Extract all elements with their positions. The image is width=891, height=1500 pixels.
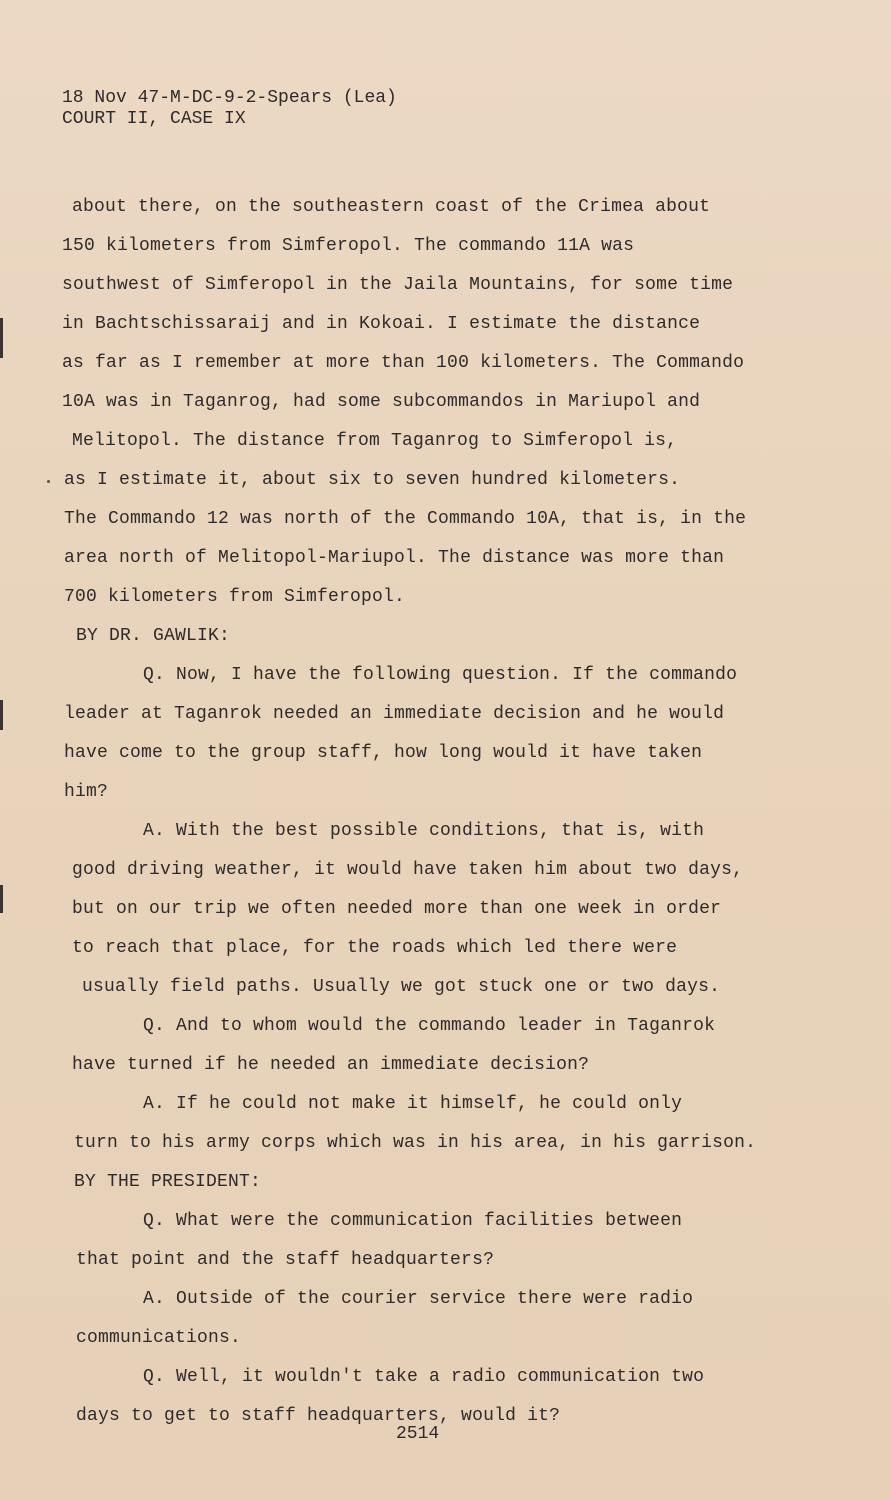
- page-number: 2514: [396, 1424, 440, 1444]
- margin-mark: [47, 480, 50, 483]
- transcript-line: 10A was in Taganrog, had some subcommandos in Mariupol and: [62, 392, 701, 412]
- transcript-line: as far as I remember at more than 100 kilometers. The Commando: [62, 353, 745, 373]
- answer-line: A. With the best possible conditions, that is, with: [143, 821, 705, 841]
- header-reference-line: 18 Nov 47-M-DC-9-2-Spears (Lea): [62, 88, 397, 108]
- header-court-line: COURT II, CASE IX: [62, 109, 246, 129]
- transcript-line: have turned if he needed an immediate decision?: [72, 1055, 590, 1075]
- transcript-line: as I estimate it, about six to seven hundred kilometers.: [64, 470, 681, 490]
- answer-line: A. Outside of the courier service there were radio: [143, 1289, 694, 1309]
- edge-binding-mark: [0, 885, 3, 913]
- transcript-line: communications.: [76, 1328, 242, 1348]
- question-line: Q. Now, I have the following question. If the commando: [143, 665, 738, 685]
- transcript-line: turn to his army corps which was in his area, in his garrison.: [74, 1133, 757, 1153]
- transcript-line: Melitopol. The distance from Taganrog to Simferopol is,: [72, 431, 678, 451]
- transcript-line: leader at Taganrok needed an immediate decision and he would: [64, 704, 725, 724]
- answer-line: A. If he could not make it himself, he could only: [143, 1094, 683, 1114]
- transcript-line: good driving weather, it would have taken him about two days,: [72, 860, 744, 880]
- transcript-line: 150 kilometers from Simferopol. The commando 11A was: [62, 236, 635, 256]
- transcript-line: area north of Melitopol-Mariupol. The distance was more than: [64, 548, 725, 568]
- transcript-line: to reach that place, for the roads which led there were: [72, 938, 678, 958]
- transcript-line: have come to the group staff, how long would it have taken: [64, 743, 703, 763]
- edge-binding-mark: [0, 318, 3, 358]
- question-line: Q. Well, it wouldn't take a radio communication two: [143, 1367, 705, 1387]
- document-header: [62, 88, 397, 130]
- transcript-line: usually field paths. Usually we got stuck one or two days.: [82, 977, 721, 997]
- transcript-line: southwest of Simferopol in the Jaila Mountains, for some time: [62, 275, 734, 295]
- question-line: Q. What were the communication facilities between: [143, 1211, 683, 1231]
- transcript-line: that point and the staff headquarters?: [76, 1250, 495, 1270]
- transcript-line: but on our trip we often needed more than one week in order: [72, 899, 722, 919]
- edge-binding-mark: [0, 700, 3, 730]
- question-line: Q. And to whom would the commando leader in Taganrok: [143, 1016, 716, 1036]
- transcript-line: days to get to staff headquarters, would it?: [76, 1406, 561, 1426]
- transcript-line: him?: [64, 782, 109, 802]
- transcript-line: The Commando 12 was north of the Commando 10A, that is, in the: [64, 509, 747, 529]
- transcript-line: 700 kilometers from Simferopol.: [64, 587, 406, 607]
- speaker-heading: BY THE PRESIDENT:: [74, 1172, 262, 1192]
- transcript-line: in Bachtschissaraij and in Kokoai. I estimate the distance: [62, 314, 701, 334]
- transcript-line: about there, on the southeastern coast of the Crimea about: [72, 197, 711, 217]
- speaker-heading: BY DR. GAWLIK:: [76, 626, 231, 646]
